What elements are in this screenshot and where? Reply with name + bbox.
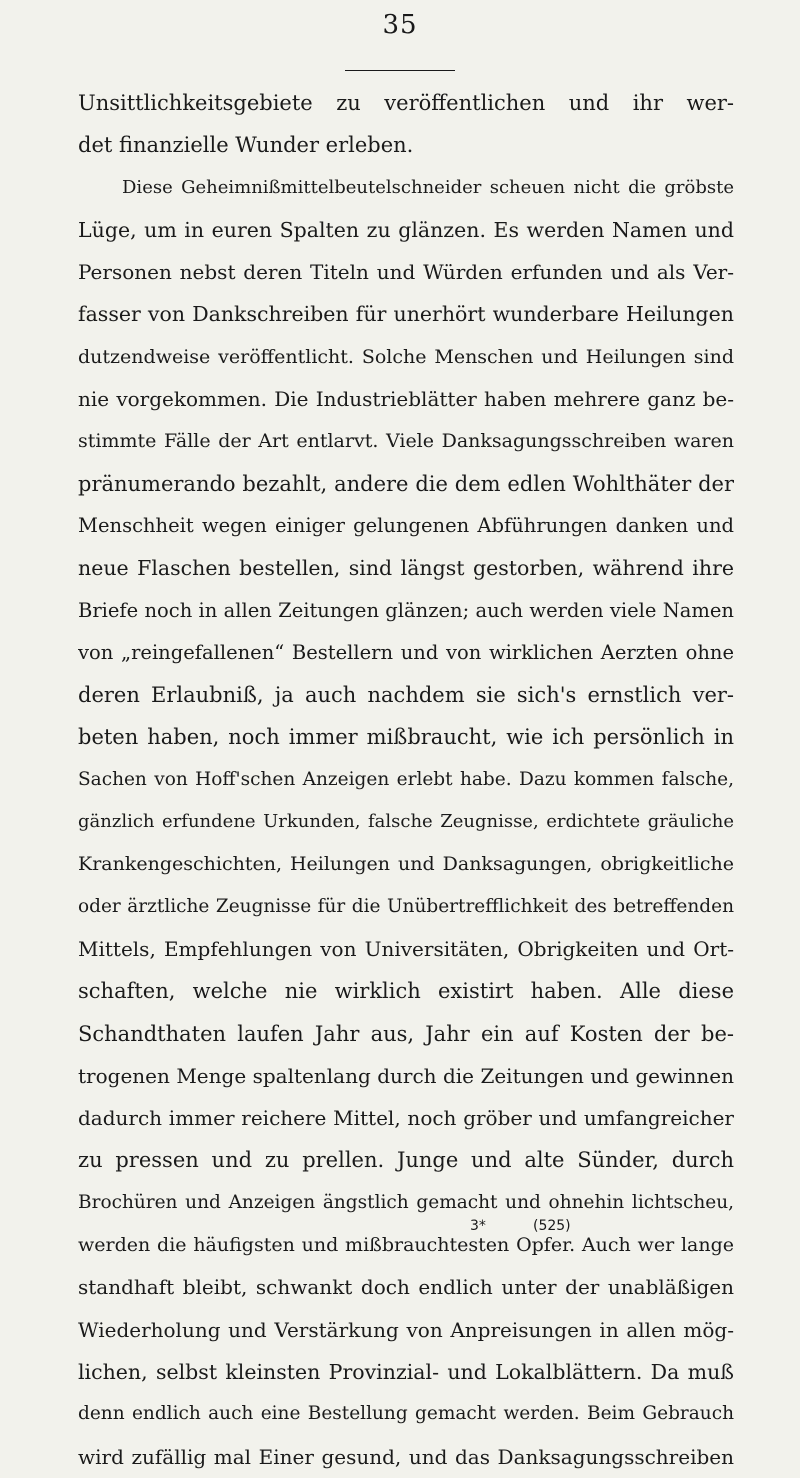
text-line: dadurch immer reichere Mittel, noch gröber und umfangreicher (78, 1106, 734, 1131)
text-line: fasser von Dankschreiben für unerhört wunderbare Heilungen (78, 302, 734, 327)
page-number: 35 (382, 10, 418, 40)
text-line: beten haben, noch immer mißbraucht, wie ich persönlich in (78, 725, 734, 750)
text-line: Diese Geheimnißmittelbeutelschneider scheuen nicht die gröbste (122, 176, 734, 198)
text-line: dutzendweise veröffentlicht. Solche Menschen und Heilungen sind (78, 345, 734, 368)
text-line: werden die häufigsten und mißbrauchtesten Opfer. Auch wer lange (78, 1234, 734, 1257)
text-line: pränumerando bezahlt, andere die dem edlen Wohlthäter der (78, 471, 734, 496)
header-rule (345, 70, 455, 71)
signature-mark: 3* (470, 1218, 486, 1234)
text-line: Brochüren und Anzeigen ängstlich gemacht und ohnehin lichtscheu, (78, 1191, 734, 1213)
text-line: nie vorgekommen. Die Industrieblätter haben mehrere ganz be- (78, 387, 734, 412)
text-line: oder ärztliche Zeugnisse für die Unübertrefflichkeit des betreffenden (78, 895, 734, 917)
text-line: Menschheit wegen einiger gelungenen Abführungen danken und (78, 513, 734, 537)
text-line: Briefe noch in allen Zeitungen glänzen; auch werden viele Namen (78, 598, 734, 622)
text-line: von „reingefallenen“ Bestellern und von wirklichen Aerzten ohne (78, 640, 734, 664)
text-line: gänzlich erfundene Urkunden, falsche Zeugnisse, erdichtete gräuliche (78, 811, 734, 833)
text-line: neue Flaschen bestellen, sind längst gestorben, während ihre (78, 556, 734, 581)
text-line: Schandthaten laufen Jahr aus, Jahr ein auf Kosten der be- (78, 1021, 734, 1046)
text-line: zu pressen und zu prellen. Junge und alte Sünder, durch (78, 1148, 734, 1173)
text-line: Mittels, Empfehlungen von Universitäten, Obrigkeiten und Ort- (78, 936, 734, 961)
text-line: Unsittlichkeitsgebiete zu veröffentlichen und ihr wer- (78, 91, 734, 115)
text-line: lichen, selbst kleinsten Provinzial- und Lokalblättern. Da muß (78, 1359, 734, 1384)
text-line: stimmte Fälle der Art entlarvt. Viele Danksagungsschreiben waren (78, 430, 734, 453)
text-line: deren Erlaubniß, ja auch nachdem sie sich's ernstlich ver- (78, 683, 734, 708)
text-line: trogenen Menge spaltenlang durch die Zeitungen und gewinnen (78, 1063, 734, 1088)
text-line: schaften, welche nie wirklich existirt haben. Alle diese (78, 979, 734, 1004)
text-line: Personen nebst deren Titeln und Würden erfunden und als Ver- (78, 260, 734, 285)
text-line: denn endlich auch eine Bestellung gemacht werden. Beim Gebrauch (78, 1403, 734, 1425)
text-line: Lüge, um in euren Spalten zu glänzen. Es werden Namen und (78, 217, 734, 242)
body-text (78, 82, 734, 1478)
text-line: Wiederholung und Verstärkung von Anpreisungen in allen mög- (78, 1317, 734, 1342)
print-code: (525) (533, 1218, 571, 1234)
text-line: wird zufällig mal Einer gesund, und das Danksagungsschreiben (78, 1444, 734, 1469)
text-line: Krankengeschichten, Heilungen und Danksagungen, obrigkeitliche (78, 853, 734, 876)
text-line: Sachen von Hoff'schen Anzeigen erlebt habe. Dazu kommen falsche, (78, 768, 734, 790)
text-line: det finanzielle Wunder erleben. (78, 133, 414, 158)
text-line: standhaft bleibt, schwankt doch endlich unter der unabläßigen (78, 1275, 734, 1300)
